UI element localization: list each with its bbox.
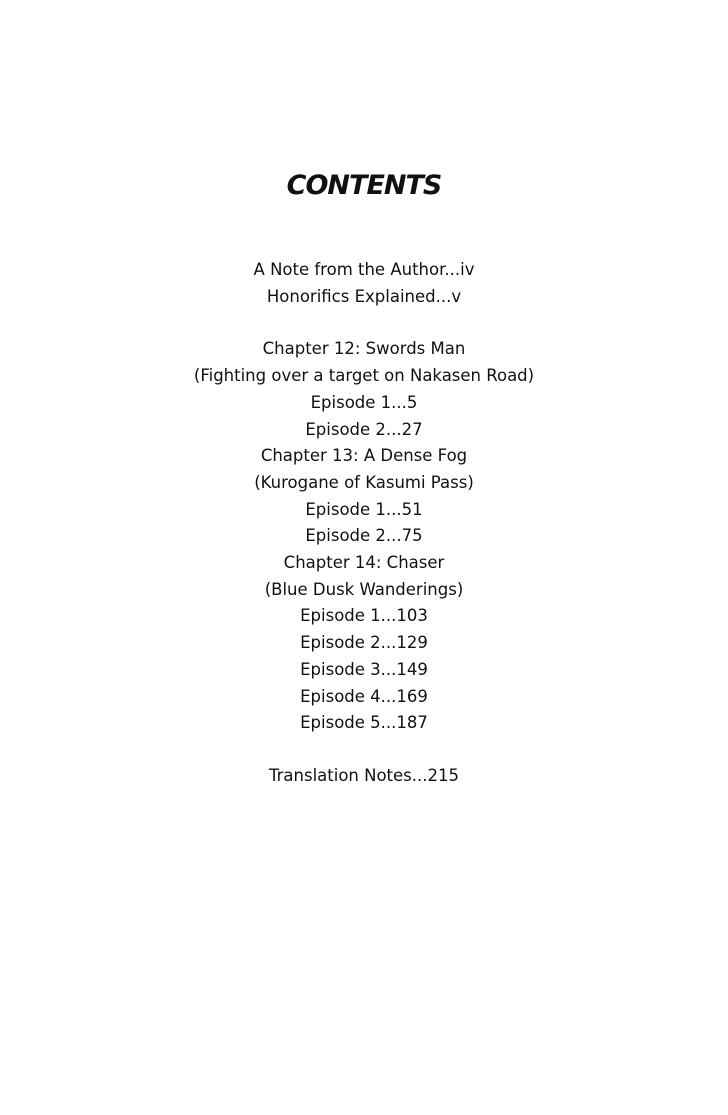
toc-chapter-13-episode-2: Episode 2...75	[305, 526, 423, 546]
toc-chapter-13-title: Chapter 13: A Dense Fog	[260, 446, 468, 466]
toc-chapter-14-episode-4: Episode 4...169	[300, 686, 428, 706]
toc-chapter-13-subtitle: (Kurogane of Kasumi Pass)	[254, 472, 474, 492]
page-title: CONTENTS	[286, 170, 442, 201]
toc-chapter-14-title: Chapter 14: Chaser	[283, 553, 445, 573]
toc-entry-translation-notes: Translation Notes...215	[268, 765, 460, 785]
toc-chapter-14-episode-1: Episode 1...103	[300, 606, 428, 626]
toc-chapter-14-episode-3: Episode 3...149	[300, 659, 428, 679]
toc-spacer	[0, 310, 728, 336]
toc-chapter-12-episode-2: Episode 2...27	[305, 419, 423, 439]
toc-chapter-13-episode-1: Episode 1...51	[305, 499, 423, 519]
toc-chapter-12-subtitle: (Fighting over a target on Nakasen Road)	[193, 366, 535, 386]
toc-entry-author-note: A Note from the Author...iv	[253, 260, 475, 279]
toc-chapter-14-subtitle: (Blue Dusk Wanderings)	[264, 579, 464, 599]
toc-chapter-14-episode-5: Episode 5...187	[300, 713, 428, 733]
toc-chapter-12-episode-1: Episode 1...5	[310, 392, 418, 412]
table-of-contents	[0, 257, 728, 790]
toc-chapter-14-episode-2: Episode 2...129	[300, 633, 428, 653]
toc-chapter-12-title: Chapter 12: Swords Man	[262, 339, 466, 359]
toc-spacer	[0, 737, 728, 763]
toc-entry-honorifics: Honorifics Explained...v	[266, 286, 462, 306]
